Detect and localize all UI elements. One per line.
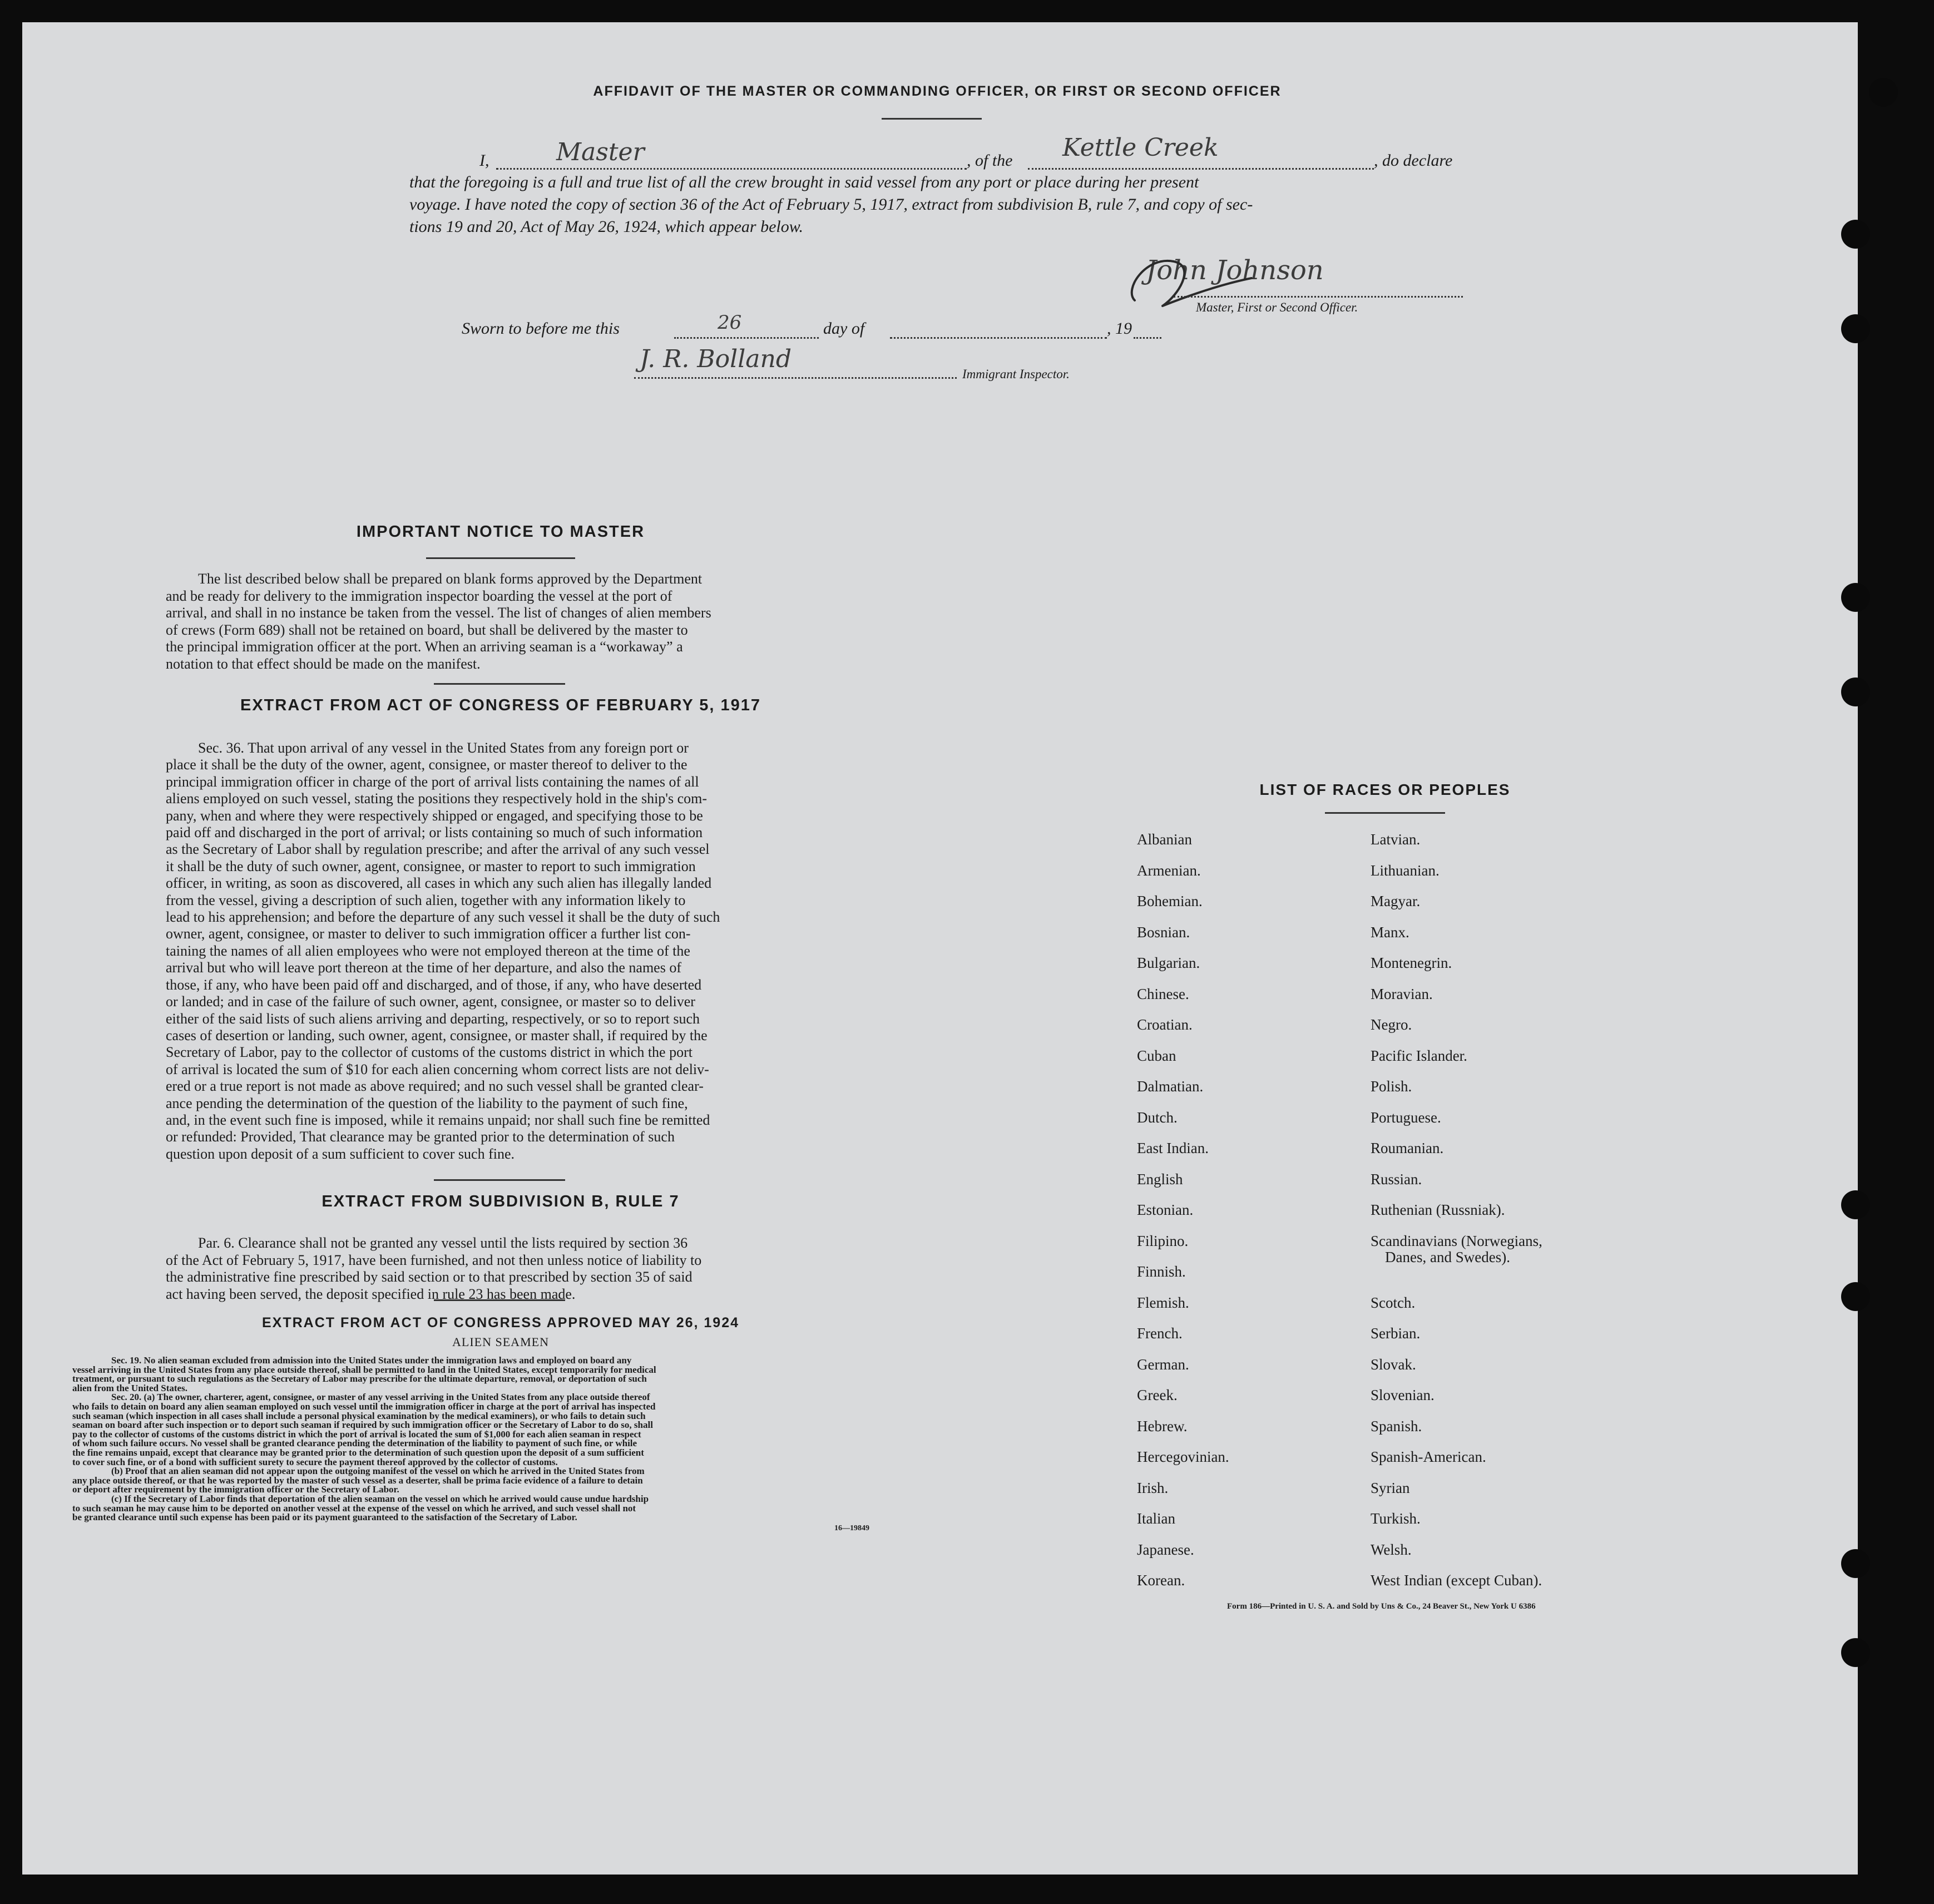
race-item: Italian: [1137, 1510, 1175, 1527]
section-36-line: pany, when and where they were respectively shipped or engaged, and specifying those to be: [166, 807, 703, 824]
notice-line: notation to that effect should be made on the manifest.: [166, 655, 481, 672]
race-item: German.: [1137, 1356, 1189, 1373]
race-item: Croatian.: [1137, 1016, 1193, 1033]
race-item: Flemish.: [1137, 1294, 1189, 1311]
punch-hole: [1841, 1549, 1870, 1578]
race-item: Turkish.: [1371, 1510, 1421, 1527]
race-item: Hebrew.: [1137, 1417, 1188, 1435]
race-item: Serbian.: [1371, 1325, 1421, 1342]
master-signature: John Johnson: [1146, 255, 1324, 286]
punch-hole: [1869, 78, 1898, 107]
seamen-line: or deport after requirement by the immigration officer or the Secretary of Labor.: [72, 1484, 399, 1495]
section-36-line: officer, in writing, as soon as discovered, all cases in which any such alien has illegally landed: [166, 875, 712, 892]
race-item: Dutch.: [1137, 1109, 1178, 1126]
race-item: Ruthenian (Russniak).: [1371, 1201, 1505, 1218]
sworn-label: Sworn to before me this: [462, 319, 620, 338]
seamen-line: the fine remains unpaid, except that clearance may be granted prior to the determination of such question upon the deposit of a sum sufficient: [72, 1447, 644, 1458]
rule7-line: Par. 6. Clearance shall not be granted any vessel until the lists required by section 36: [198, 1235, 688, 1251]
seamen-line: Sec. 19. No alien seaman excluded from admission into the United States under the immigration laws and employed on board any: [111, 1355, 632, 1366]
section-36-line: owner, agent, consignee, or master to deliver to such immigration officer a further list con-: [166, 926, 691, 942]
year-label: , 19: [1107, 319, 1132, 338]
vessel-name-handwritten: Kettle Creek: [1062, 133, 1219, 162]
notice-line: and be ready for delivery to the immigration inspector boarding the vessel at the port of: [166, 587, 672, 604]
race-item: Finnish.: [1137, 1263, 1186, 1280]
race-item: English: [1137, 1170, 1183, 1188]
notice-line: the principal immigration officer at the port. When an arriving seaman is a “workaway” a: [166, 639, 683, 655]
seamen-line: to cover such fine, or of a bond with sufficient surety to secure the payment thereof approved by the collector of customs.: [72, 1456, 558, 1467]
extract-1924-subtitle: ALIEN SEAMEN: [452, 1335, 549, 1349]
races-title: LIST OF RACES OR PEOPLES: [1259, 781, 1511, 798]
race-item: Magyar.: [1371, 893, 1421, 909]
day-of-label: day of: [823, 319, 865, 338]
race-item: Syrian: [1371, 1479, 1410, 1496]
race-item: Spanish-American.: [1371, 1448, 1486, 1465]
race-item: Cuban: [1137, 1047, 1176, 1064]
punch-hole: [1841, 1638, 1870, 1667]
name-line: [496, 168, 967, 170]
seamen-line: alien from the United States.: [72, 1382, 187, 1393]
year-line: [1134, 337, 1161, 339]
race-item: Japanese.: [1137, 1541, 1194, 1558]
race-item: Slovak.: [1371, 1356, 1416, 1373]
race-item: Montenegrin.: [1371, 955, 1452, 971]
seamen-line: Sec. 20. (a) The owner, charterer, agent, consignee, or master of any vessel arriving in the United States from any place outside thereof: [111, 1392, 650, 1403]
punch-hole: [1841, 220, 1870, 249]
race-item: West Indian (except Cuban).: [1371, 1572, 1542, 1589]
race-item: Hercegovinian.: [1137, 1448, 1229, 1465]
extract-1917-title: EXTRACT FROM ACT OF CONGRESS OF FEBRUARY 5, 1917: [240, 696, 761, 714]
affidavit-line: that the foregoing is a full and true list of all the crew brought in said vessel from any port or place during her present: [409, 173, 1199, 191]
race-item: Dalmatian.: [1137, 1078, 1204, 1095]
title-rule: [882, 118, 982, 120]
punch-hole: [1841, 583, 1870, 612]
race-item: Albanian: [1137, 831, 1192, 848]
race-item: Danes, and Swedes).: [1385, 1249, 1510, 1265]
extract-1924-body: [72, 1356, 899, 1522]
race-item: Russian.: [1371, 1170, 1422, 1188]
seamen-line: be granted clearance until such expense has been paid or its payment guaranteed to the satisfaction of the Secretary of Labor.: [72, 1512, 577, 1523]
section-36-line: or refunded: Provided, That clearance may be granted prior to the determination of such: [166, 1129, 675, 1145]
section-36-line: question upon deposit of a sum sufficient to cover such fine.: [166, 1145, 515, 1162]
race-item: Spanish.: [1371, 1417, 1422, 1435]
extract-1917-body: [166, 740, 817, 1163]
form-note: Form 186—Printed in U. S. A. and Sold by Uns & Co., 24 Beaver St., New York U 6386: [1227, 1602, 1536, 1611]
section-36-line: Sec. 36. That upon arrival of any vessel in the United States from any foreign port or: [198, 740, 689, 756]
race-item: Negro.: [1371, 1016, 1412, 1033]
master-caption: Master, First or Second Officer.: [1196, 300, 1358, 314]
inspector-signature-line: [634, 377, 957, 379]
seamen-line: to such seaman he may cause him to be deported on another vessel at the expense of the vessel on which he arrived, and such vessel shall not: [72, 1502, 636, 1514]
section-36-line: and, in the event such fine is imposed, while it remains unpaid; nor shall such fine be remitted: [166, 1111, 710, 1128]
rule7-line: of the Act of February 5, 1917, have been furnished, and not then unless notice of liability to: [166, 1252, 702, 1268]
race-item: Moravian.: [1371, 985, 1433, 1002]
race-item: French.: [1137, 1325, 1183, 1342]
punch-hole: [1841, 677, 1870, 706]
notice-line: The list described below shall be prepared on blank forms approved by the Department: [198, 571, 703, 587]
notice-rule: [426, 557, 575, 559]
seamen-line: (b) Proof that an alien seaman did not appear upon the outgoing manifest of the vessel on which he arrived in the United States from: [111, 1466, 645, 1477]
race-item: Manx.: [1371, 923, 1409, 941]
section-36-line: place it shall be the duty of the owner, agent, consignee, or master thereof to deliver to the: [166, 756, 687, 773]
race-item: Lithuanian.: [1371, 862, 1440, 879]
do-declare-label: , do declare: [1374, 151, 1453, 170]
race-item: Greek.: [1137, 1387, 1178, 1403]
section-36-line: principal immigration officer in charge of the port of arrival lists containing the names of all: [166, 773, 699, 790]
extract-1917-end-rule: [434, 1179, 565, 1181]
vessel-line: [1028, 168, 1374, 170]
notice-end-rule: [434, 683, 565, 685]
punch-hole: [1841, 1282, 1870, 1311]
notice-body: [166, 571, 817, 673]
race-item: Latvian.: [1371, 831, 1421, 848]
inspector-caption: Immigrant Inspector.: [962, 367, 1070, 381]
section-36-line: as the Secretary of Labor shall by regulation prescribe; and after the arrival of any such vessel: [166, 841, 710, 858]
race-item: Portuguese.: [1371, 1109, 1441, 1126]
month-line: [890, 337, 1107, 339]
section-36-line: ered or a true report is not made as above required; and no such vessel shall be granted clear-: [166, 1078, 704, 1095]
race-item: Filipino.: [1137, 1232, 1189, 1249]
section-36-line: Secretary of Labor, pay to the collector of customs of the customs district in which the port: [166, 1044, 693, 1061]
rule7-line: act having been served, the deposit specified in rule 23 has been made.: [166, 1285, 576, 1302]
race-item: Scandinavians (Norwegians,: [1371, 1232, 1542, 1249]
punch-hole: [1841, 1190, 1870, 1219]
race-item: Estonian.: [1137, 1201, 1194, 1218]
sworn-day-line: [674, 337, 819, 339]
races-rule: [1325, 812, 1445, 814]
section-36-line: it shall be the duty of such owner, agent, consignee, or master to report to such immigration: [166, 858, 696, 874]
race-item: East Indian.: [1137, 1140, 1209, 1156]
seamen-line: vessel arriving in the United States from any place outside thereof, shall be permitted to land in the United States, except temporarily for medical: [72, 1364, 656, 1375]
inspector-signature: J. R. Bolland: [640, 345, 792, 373]
seamen-line: such seaman (which inspection in all cases shall include a personal physical examination by the medical examiners), or who fails to detain such: [72, 1410, 646, 1421]
race-item: Pacific Islander.: [1371, 1047, 1467, 1064]
master-signature-line: [1174, 296, 1463, 298]
section-36-line: arrival but who will leave port thereon at the time of her departure, and also the names of: [166, 960, 681, 976]
race-item: Chinese.: [1137, 985, 1189, 1002]
affidavit-title: AFFIDAVIT OF THE MASTER OR COMMANDING OFFICER, OR FIRST OR SECOND OFFICER: [593, 83, 1282, 99]
seamen-line: any place outside thereof, or that he was reported by the master of such vessel as a deserter, shall be prima facie evidence of a failure to detain: [72, 1475, 643, 1486]
affidavit-line: tions 19 and 20, Act of May 26, 1924, which appear below.: [409, 217, 804, 236]
race-item: Irish.: [1137, 1479, 1169, 1496]
race-item: Bosnian.: [1137, 923, 1190, 941]
print-code: 16—19849: [834, 1524, 869, 1532]
notice-line: of crews (Form 689) shall not be retained on board, but shall be delivered by the master to: [166, 621, 688, 638]
seamen-line: who fails to detain on board any alien seaman employed on such vessel until the immigration officer in charge at the port of arrival has inspected: [72, 1401, 656, 1412]
notice-line: arrival, and shall in no instance be taken from the vessel. The list of changes of alien members: [166, 605, 711, 621]
section-36-line: taining the names of all alien employees who were not employed thereon at the time of the: [166, 942, 690, 959]
form-page: [22, 22, 1858, 1875]
race-item: Bulgarian.: [1137, 955, 1200, 971]
extract-rule7-end-rule: [434, 1299, 565, 1301]
notice-title: IMPORTANT NOTICE TO MASTER: [356, 523, 645, 541]
race-item: Korean.: [1137, 1572, 1185, 1589]
seamen-line: pay to the collector of customs of the customs district in which the port of arrival is located the sum of $1,000 for each alien seaman in respect: [72, 1428, 641, 1440]
affidavit-i-label: I,: [479, 151, 489, 170]
seamen-line: seaman on board after such inspection or to deport such seaman if required by such immigration officer or the Secretary of Labor to do so, shall: [72, 1420, 653, 1431]
seamen-line: of whom such failure occurs. No vessel shall be granted clearance pending the determination of the liability to payment of such fine, or while: [72, 1438, 637, 1449]
section-36-line: lead to his apprehension; and before the departure of any such vessel it shall be the duty of such: [166, 909, 720, 926]
affidavit-body: [409, 171, 1488, 238]
section-36-line: cases of desertion or landing, such owner, agent, consignee, or master shall, if required by the: [166, 1027, 708, 1044]
race-item: Bohemian.: [1137, 893, 1203, 909]
race-item: Roumanian.: [1371, 1140, 1444, 1156]
section-36-line: either of the said lists of such aliens arriving and departing, respectively, or so to report such: [166, 1010, 700, 1027]
race-item: Slovenian.: [1371, 1387, 1435, 1403]
section-36-line: those, if any, who have been paid off and discharged, and of those, if any, who have deserted: [166, 976, 702, 993]
race-item: Welsh.: [1371, 1541, 1412, 1558]
race-item: Scotch.: [1371, 1294, 1416, 1311]
section-36-line: from the vessel, giving a description of such alien, together with any information likely to: [166, 892, 686, 908]
sworn-day-handwritten: 26: [718, 311, 742, 334]
race-item: Polish.: [1371, 1078, 1412, 1095]
race-item: Armenian.: [1137, 862, 1201, 879]
section-36-line: or landed; and in case of the failure of such owner, agent, consignee, or master so to deliver: [166, 993, 695, 1010]
extract-1924-title: EXTRACT FROM ACT OF CONGRESS APPROVED MAY 26, 1924: [261, 1315, 740, 1331]
extract-rule7-title: EXTRACT FROM SUBDIVISION B, RULE 7: [321, 1193, 680, 1210]
seamen-line: treatment, or pursuant to such regulations as the Secretary of Labor may prescribe for the ultimate departure, removal, or deportation of such: [72, 1373, 647, 1384]
affidavit-line: voyage. I have noted the copy of section 36 of the Act of February 5, 1917, extract from subdivision B, rule 7, and copy of sec-: [409, 195, 1253, 214]
master-name-handwritten: Master: [556, 138, 645, 166]
section-36-line: ance pending the determination of the question of the liability to the payment of such fine,: [166, 1095, 688, 1111]
seamen-line: (c) If the Secretary of Labor finds that deportation of the alien seaman on the vessel on which he arrived would cause undue hardship: [111, 1493, 649, 1504]
of-the-label: , of the: [967, 151, 1013, 170]
section-36-line: of arrival is located the sum of $10 for each alien concerning whom correct lists are not deliv-: [166, 1061, 709, 1077]
punch-hole: [1841, 314, 1870, 343]
section-36-line: aliens employed on such vessel, stating the positions they respectively hold in the ship's com-: [166, 790, 708, 807]
rule7-line: the administrative fine prescribed by said section or to that prescribed by section 35 of said: [166, 1269, 693, 1285]
section-36-line: paid off and discharged in the port of arrival; or lists containing so much of such information: [166, 824, 703, 841]
extract-rule7-body: [166, 1235, 817, 1303]
